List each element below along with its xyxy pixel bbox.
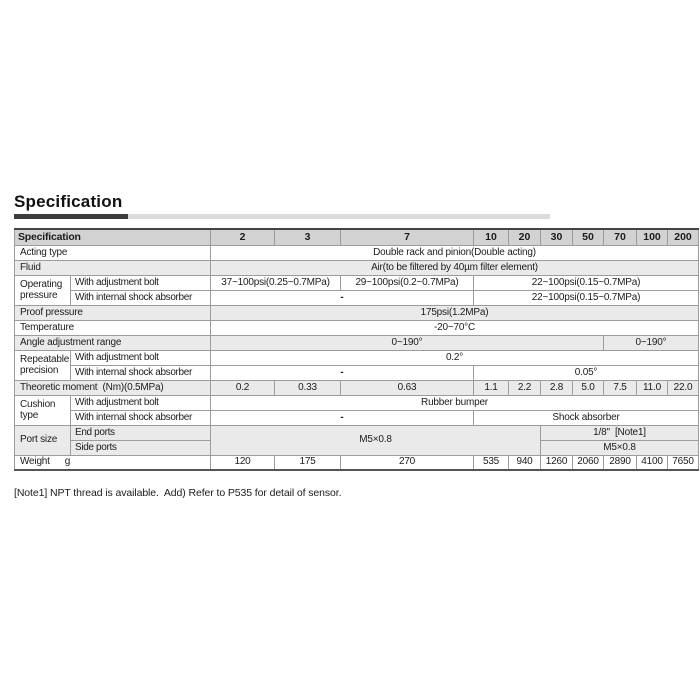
header-col-7: 7 — [341, 229, 474, 245]
cushion-shock-absorber-sublabel: With internal shock absorber — [71, 410, 211, 425]
row-operating-pressure-bolt — [15, 275, 699, 290]
port-m5-merged-value: M5×0.8 — [211, 425, 541, 455]
angle-range-value-2-50: 0~190° — [211, 335, 604, 350]
header-col-200: 200 — [668, 229, 699, 245]
weight-value-cell: 535 — [474, 455, 509, 470]
end-ports-sublabel: End ports — [71, 425, 211, 440]
footnote: [Note1] NPT thread is available. Add) Refer to P535 for detail of sensor. — [14, 487, 342, 499]
row-cushion-bolt — [15, 395, 699, 410]
moment-value-cell: 2.8 — [541, 380, 573, 395]
rep-shock-value: 0.05° — [474, 365, 699, 380]
moment-value-cell: 0.2 — [211, 380, 275, 395]
weight-value-cell: 1260 — [541, 455, 573, 470]
weight-value-cell: 120 — [211, 455, 275, 470]
moment-value-cell: 0.63 — [341, 380, 474, 395]
side-port-m5-value: M5×0.8 — [541, 440, 699, 455]
row-weight — [15, 455, 699, 470]
moment-value-cell: 7.5 — [604, 380, 637, 395]
port-size-label: Port size — [15, 425, 71, 455]
moment-value-cell: 11.0 — [637, 380, 668, 395]
page-title: Specification — [14, 192, 123, 211]
title-underline — [14, 214, 550, 219]
acting-type-label: Acting type — [15, 245, 211, 260]
temperature-value: -20~70°C — [211, 320, 699, 335]
weight-label-text: Weight — [20, 456, 50, 468]
rep-adjustment-bolt-sublabel: With adjustment bolt — [71, 350, 211, 365]
op-shock-absorber-sublabel: With internal shock absorber — [71, 290, 211, 305]
temperature-label: Temperature — [15, 320, 211, 335]
row-acting-type — [15, 245, 699, 260]
rep-shock-absorber-sublabel: With internal shock absorber — [71, 365, 211, 380]
op-shock-dash: - — [211, 290, 474, 305]
weight-value-cell: 175 — [275, 455, 341, 470]
rep-bolt-value: 0.2° — [211, 350, 699, 365]
op-bolt-value-10-200: 22~100psi(0.15~0.7MPa) — [474, 275, 699, 290]
moment-value-cell: 0.33 — [275, 380, 341, 395]
row-proof-pressure — [15, 305, 699, 320]
specification-table — [14, 228, 699, 471]
row-temperature — [15, 320, 699, 335]
row-cushion-shock — [15, 410, 699, 425]
header-col-10: 10 — [474, 229, 509, 245]
row-theoretic-moment — [15, 380, 699, 395]
weight-value-cell: 2060 — [573, 455, 604, 470]
repeatable-precision-label: Repeatable precision — [15, 350, 71, 380]
table-header-row — [15, 229, 699, 245]
op-bolt-value-2-3: 37~100psi(0.25~0.7MPa) — [211, 275, 341, 290]
moment-value-cell: 2.2 — [509, 380, 541, 395]
angle-range-label: Angle adjustment range — [15, 335, 211, 350]
row-port-end — [15, 425, 699, 440]
header-col-70: 70 — [604, 229, 637, 245]
header-spec-label: Specification — [15, 229, 211, 245]
row-repeatable-bolt — [15, 350, 699, 365]
moment-value-cell: 5.0 — [573, 380, 604, 395]
acting-type-value: Double rack and pinion(Double acting) — [211, 245, 699, 260]
cushion-bolt-value: Rubber bumper — [211, 395, 699, 410]
header-col-3: 3 — [275, 229, 341, 245]
header-col-2: 2 — [211, 229, 275, 245]
weight-value-cell: 2890 — [604, 455, 637, 470]
cushion-shock-dash: - — [211, 410, 474, 425]
rep-shock-dash: - — [211, 365, 474, 380]
fluid-label: Fluid — [15, 260, 211, 275]
row-repeatable-shock — [15, 365, 699, 380]
proof-pressure-label: Proof pressure — [15, 305, 211, 320]
operating-pressure-label: Operating pressure — [15, 275, 71, 305]
op-bolt-value-7: 29~100psi(0.2~0.7MPa) — [341, 275, 474, 290]
row-fluid — [15, 260, 699, 275]
cushion-type-label: Cushion type — [15, 395, 71, 425]
weight-value-cell: 270 — [341, 455, 474, 470]
header-col-20: 20 — [509, 229, 541, 245]
title-underline-dark — [14, 214, 128, 219]
cushion-shock-value: Shock absorber — [474, 410, 699, 425]
fluid-value: Air(to be filtered by 40µm filter element) — [211, 260, 699, 275]
moment-value-cell: 1.1 — [474, 380, 509, 395]
header-col-100: 100 — [637, 229, 668, 245]
weight-value-cell: 940 — [509, 455, 541, 470]
cushion-adjustment-bolt-sublabel: With adjustment bolt — [71, 395, 211, 410]
op-shock-value-10-200: 22~100psi(0.15~0.7MPa) — [474, 290, 699, 305]
header-col-50: 50 — [573, 229, 604, 245]
weight-unit: g — [64, 456, 71, 468]
row-angle-range — [15, 335, 699, 350]
angle-range-value-70-200: 0~190° — [604, 335, 699, 350]
header-col-30: 30 — [541, 229, 573, 245]
proof-pressure-value: 175psi(1.2MPa) — [211, 305, 699, 320]
theoretic-moment-label: Theoretic moment (Nm)(0.5MPa) — [15, 380, 211, 395]
weight-value-cell: 4100 — [637, 455, 668, 470]
weight-value-cell: 7650 — [668, 455, 699, 470]
row-operating-pressure-shock — [15, 290, 699, 305]
port-eighth-inch-value: 1/8" [Note1] — [541, 425, 699, 440]
moment-value-cell: 22.0 — [668, 380, 699, 395]
side-ports-sublabel: Side ports — [71, 440, 211, 455]
weight-label — [15, 455, 211, 470]
op-adjustment-bolt-sublabel: With adjustment bolt — [71, 275, 211, 290]
